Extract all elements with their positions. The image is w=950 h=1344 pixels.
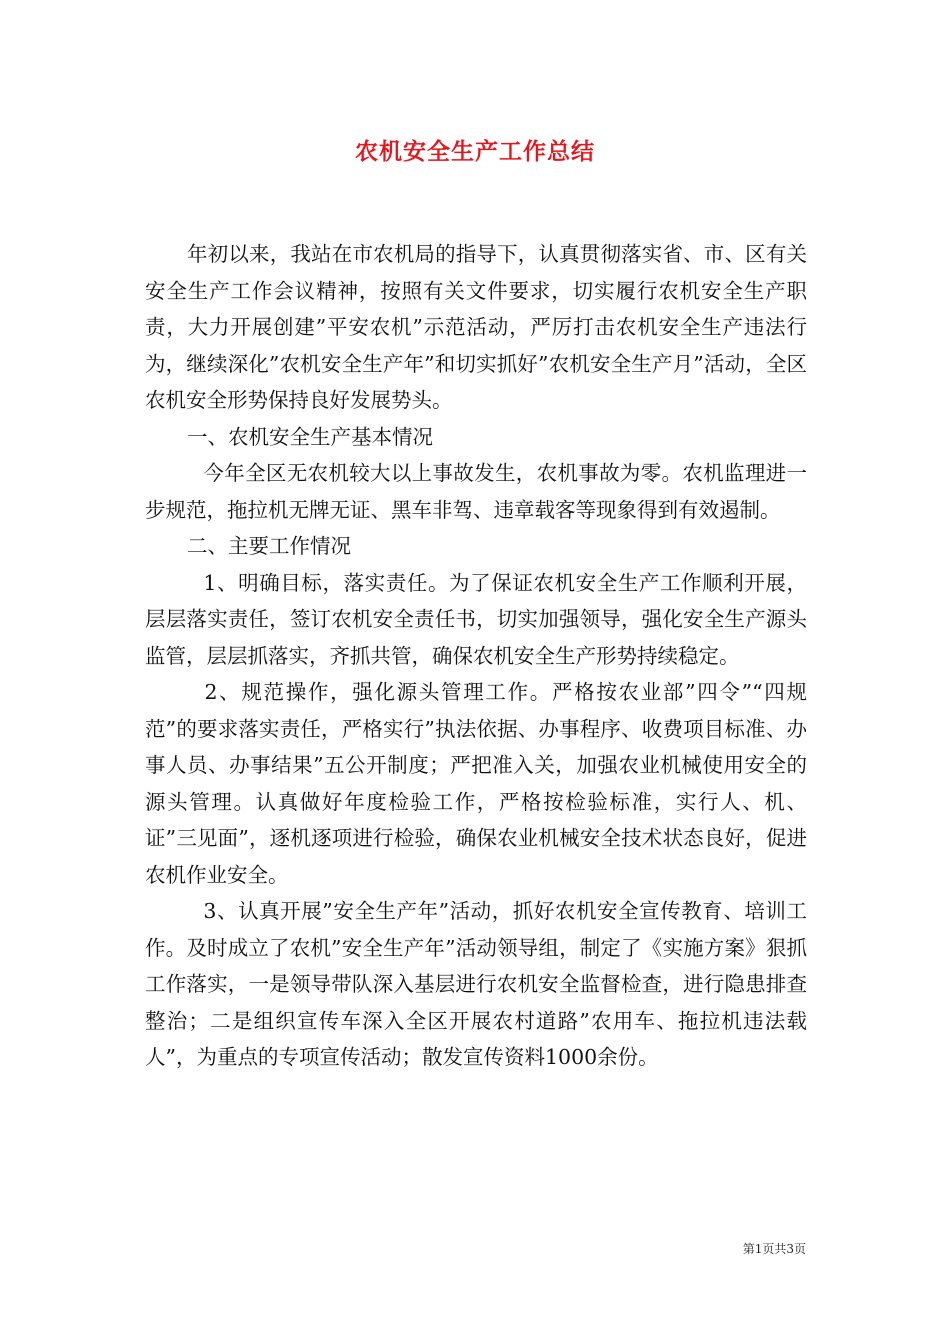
paragraph: 1、明确目标，落实责任。为了保证农机安全生产工作顺利开展，层层落实责任，签订农机安全责任书，切实加强领导，强化安全生产源头监管，层层抓落实，齐抓共管，确保农机安全生产形势持续稳定。 [145, 570, 807, 668]
paragraph: 今年全区无农机较大以上事故发生，农机事故为零。农机监理进一步规范，拖拉机无牌无证、黑车非驾、违章载客等现象得到有效遏制。 [145, 461, 807, 522]
document-body [145, 236, 807, 1076]
paragraph: 3、认真开展”安全生产年”活动，抓好农机安全宣传教育、培训工作。及时成立了农机”安全生产年”活动领导组，制定了《实施方案》狠抓工作落实，一是领导带队深入基层进行农机安全监督检查，进行隐患排查整治；二是组织宣传车深入全区开展农村道路”农用车、拖拉机违法载人”，为重点的专项宣传活动；散发宣传资料1000余份。 [145, 899, 807, 1069]
paragraph: 2、规范操作，强化源头管理工作。严格按农业部”四令”“四规范”的要求落实责任，严格实行”执法依据、办事程序、收费项目标准、办事人员、办事结果”五公开制度；严把准入关，加强农业机械使用安全的源头管理。认真做好年度检验工作，严格按检验标准，实行人、机、证”三见面”，逐机逐项进行检验，确保农业机械安全技术状态良好，促进农机作业安全。 [145, 680, 807, 887]
section-heading: 二、主要工作情况 [187, 534, 352, 558]
document-title: 农机安全生产工作总结 [355, 138, 595, 165]
paragraph: 年初以来，我站在市农机局的指导下，认真贯彻落实省、市、区有关安全生产工作会议精神，按照有关文件要求，切实履行农机安全生产职责，大力开展创建”平安农机”示范活动，严厉打击农机安全生产违法行为，继续深化”农机安全生产年”和切实抓好”农机安全生产月”活动，全区农机安全形势保持良好发展势头。 [145, 242, 807, 412]
section-heading: 一、农机安全生产基本情况 [187, 424, 434, 449]
page-number: 第1页共3页 [742, 1242, 806, 1256]
